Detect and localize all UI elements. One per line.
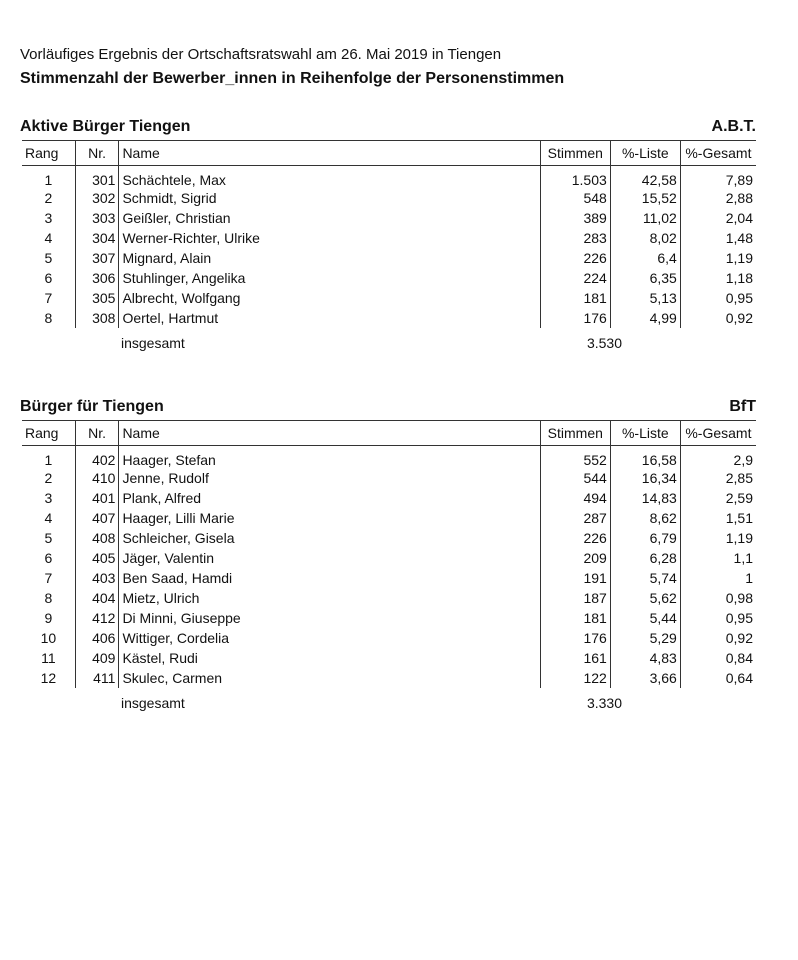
cell-pct-list: 15,52	[610, 188, 680, 208]
cell-rank: 10	[40, 630, 57, 646]
cell-votes: 181	[540, 288, 610, 308]
results-table	[22, 140, 756, 328]
cell-nr: 410	[75, 468, 119, 488]
column-header-name: Name	[119, 141, 540, 166]
table-row	[22, 248, 756, 268]
cell-nr: 411	[75, 668, 119, 688]
cell-rank: 11	[41, 650, 56, 666]
table-row	[22, 608, 756, 628]
table-header-row	[22, 421, 756, 446]
total-label: insgesamt	[121, 695, 185, 711]
cell-rank: 2	[44, 470, 53, 486]
cell-pct-list: 3,66	[610, 668, 680, 688]
cell-pct-total: 2,85	[680, 468, 756, 488]
cell-votes: 224	[540, 268, 610, 288]
total-value: 3.330	[586, 695, 622, 711]
cell-rank: 1	[44, 172, 53, 188]
cell-nr: 303	[75, 208, 119, 228]
cell-pct-list: 5,74	[610, 568, 680, 588]
table-row	[22, 588, 756, 608]
column-header-nr: Nr.	[75, 421, 119, 446]
cell-pct-list: 8,62	[610, 508, 680, 528]
table-row	[22, 308, 756, 328]
cell-rank: 4	[44, 510, 53, 526]
table-row	[22, 548, 756, 568]
table-header-row	[22, 141, 756, 166]
cell-votes: 209	[540, 548, 610, 568]
cell-nr: 409	[75, 648, 119, 668]
cell-name: Werner-Richter, Ulrike	[119, 228, 540, 248]
column-header-rank: Rang	[22, 141, 75, 166]
table-row	[22, 468, 756, 488]
party-name: Aktive Bürger Tiengen	[20, 118, 191, 135]
total-value: 3.530	[586, 335, 622, 351]
table-row	[22, 188, 756, 208]
party-name: Bürger für Tiengen	[20, 398, 164, 415]
cell-pct-total: 0,98	[680, 588, 756, 608]
cell-name: Jenne, Rudolf	[119, 468, 540, 488]
party-abbreviation: BfT	[729, 398, 756, 415]
cell-pct-total: 0,95	[680, 608, 756, 628]
cell-rank: 3	[44, 490, 53, 506]
cell-pct-total: 2,9	[680, 446, 756, 469]
cell-name: Jäger, Valentin	[119, 548, 540, 568]
cell-votes: 181	[540, 608, 610, 628]
cell-name: Mignard, Alain	[119, 248, 540, 268]
cell-votes: 122	[540, 668, 610, 688]
cell-votes: 287	[540, 508, 610, 528]
cell-rank: 2	[44, 190, 53, 206]
cell-rank: 4	[44, 230, 53, 246]
cell-name: Schmidt, Sigrid	[119, 188, 540, 208]
cell-nr: 412	[75, 608, 119, 628]
table-row	[22, 648, 756, 668]
cell-nr: 307	[75, 248, 119, 268]
section-header	[20, 118, 756, 140]
cell-pct-total: 1,51	[680, 508, 756, 528]
cell-votes: 187	[540, 588, 610, 608]
cell-votes: 226	[540, 528, 610, 548]
cell-rank: 5	[44, 530, 53, 546]
total-label: insgesamt	[121, 335, 185, 351]
cell-name: Skulec, Carmen	[119, 668, 540, 688]
cell-name: Stuhlinger, Angelika	[119, 268, 540, 288]
cell-name: Di Minni, Giuseppe	[119, 608, 540, 628]
cell-pct-total: 1	[680, 568, 756, 588]
cell-rank: 1	[44, 452, 53, 468]
document-subtitle: Stimmenzahl der Bewerber_innen in Reihenfolge der Personenstimmen	[20, 70, 565, 87]
cell-votes: 161	[540, 648, 610, 668]
cell-nr: 407	[75, 508, 119, 528]
cell-pct-list: 11,02	[610, 208, 680, 228]
cell-nr: 305	[75, 288, 119, 308]
cell-rank: 8	[44, 590, 53, 606]
cell-votes: 389	[540, 208, 610, 228]
cell-name: Kästel, Rudi	[119, 648, 540, 668]
cell-rank: 6	[44, 550, 53, 566]
total-row	[20, 328, 756, 356]
cell-name: Wittiger, Cordelia	[119, 628, 540, 648]
cell-name: Ben Saad, Hamdi	[119, 568, 540, 588]
cell-rank: 5	[44, 250, 53, 266]
column-header-pct-list: %-Liste	[610, 421, 680, 446]
cell-pct-list: 5,44	[610, 608, 680, 628]
cell-nr: 401	[75, 488, 119, 508]
cell-pct-list: 16,34	[610, 468, 680, 488]
cell-name: Schleicher, Gisela	[119, 528, 540, 548]
cell-rank: 7	[44, 290, 53, 306]
document-title: Vorläufiges Ergebnis der Ortschaftsratswahl am 26. Mai 2019 in Tiengen	[20, 46, 502, 63]
cell-pct-list: 6,28	[610, 548, 680, 568]
cell-votes: 494	[540, 488, 610, 508]
cell-nr: 302	[75, 188, 119, 208]
cell-rank: 8	[44, 310, 53, 326]
cell-name: Oertel, Hartmut	[119, 308, 540, 328]
cell-pct-list: 16,58	[610, 446, 680, 469]
cell-name: Plank, Alfred	[119, 488, 540, 508]
cell-rank: 7	[44, 570, 53, 586]
cell-nr: 304	[75, 228, 119, 248]
cell-pct-list: 6,35	[610, 268, 680, 288]
cell-nr: 403	[75, 568, 119, 588]
cell-pct-total: 1,48	[680, 228, 756, 248]
cell-pct-list: 6,79	[610, 528, 680, 548]
cell-nr: 404	[75, 588, 119, 608]
results-table	[22, 420, 756, 688]
cell-pct-list: 5,13	[610, 288, 680, 308]
cell-votes: 176	[540, 308, 610, 328]
cell-pct-total: 1,18	[680, 268, 756, 288]
table-row	[22, 446, 756, 469]
cell-pct-total: 2,04	[680, 208, 756, 228]
cell-nr: 408	[75, 528, 119, 548]
cell-nr: 301	[75, 166, 119, 189]
cell-pct-total: 2,59	[680, 488, 756, 508]
cell-nr: 306	[75, 268, 119, 288]
cell-rank: 12	[40, 670, 57, 686]
column-header-pct-list: %-Liste	[610, 141, 680, 166]
cell-nr: 308	[75, 308, 119, 328]
cell-name: Albrecht, Wolfgang	[119, 288, 540, 308]
table-row	[22, 528, 756, 548]
cell-name: Haager, Stefan	[119, 446, 540, 469]
cell-votes: 1.503	[540, 166, 610, 189]
cell-pct-total: 1,19	[680, 528, 756, 548]
table-row	[22, 288, 756, 308]
table-row	[22, 488, 756, 508]
cell-pct-total: 0,95	[680, 288, 756, 308]
table-row	[22, 628, 756, 648]
cell-votes: 176	[540, 628, 610, 648]
total-row	[20, 688, 756, 716]
cell-pct-total: 0,64	[680, 668, 756, 688]
cell-pct-total: 0,92	[680, 628, 756, 648]
cell-votes: 548	[540, 188, 610, 208]
cell-pct-list: 14,83	[610, 488, 680, 508]
cell-name: Mietz, Ulrich	[119, 588, 540, 608]
cell-nr: 402	[75, 446, 119, 469]
cell-pct-total: 1,19	[680, 248, 756, 268]
cell-pct-total: 0,92	[680, 308, 756, 328]
section-header	[20, 398, 756, 420]
table-row	[22, 228, 756, 248]
cell-name: Geißler, Christian	[119, 208, 540, 228]
cell-pct-list: 4,83	[610, 648, 680, 668]
section-bft	[20, 398, 756, 716]
cell-pct-list: 4,99	[610, 308, 680, 328]
cell-rank: 3	[44, 210, 53, 226]
table-row	[22, 668, 756, 688]
column-header-pct-total: %-Gesamt	[680, 141, 756, 166]
cell-votes: 226	[540, 248, 610, 268]
column-header-votes: Stimmen	[540, 421, 610, 446]
cell-pct-total: 2,88	[680, 188, 756, 208]
cell-nr: 406	[75, 628, 119, 648]
cell-pct-list: 5,62	[610, 588, 680, 608]
table-row	[22, 508, 756, 528]
cell-votes: 191	[540, 568, 610, 588]
cell-name: Haager, Lilli Marie	[119, 508, 540, 528]
table-row	[22, 568, 756, 588]
table-row	[22, 268, 756, 288]
cell-votes: 544	[540, 468, 610, 488]
party-abbreviation: A.B.T.	[711, 118, 756, 135]
column-header-name: Name	[119, 421, 540, 446]
column-header-pct-total: %-Gesamt	[680, 421, 756, 446]
cell-nr: 405	[75, 548, 119, 568]
cell-pct-total: 1,1	[680, 548, 756, 568]
table-row	[22, 166, 756, 189]
table-row	[22, 208, 756, 228]
cell-rank: 9	[44, 610, 53, 626]
cell-pct-list: 6,4	[610, 248, 680, 268]
column-header-nr: Nr.	[75, 141, 119, 166]
cell-pct-total: 7,89	[680, 166, 756, 189]
cell-rank: 6	[44, 270, 53, 286]
cell-votes: 552	[540, 446, 610, 469]
cell-name: Schächtele, Max	[119, 166, 540, 189]
cell-pct-list: 42,58	[610, 166, 680, 189]
section-abt	[20, 118, 756, 356]
cell-pct-list: 5,29	[610, 628, 680, 648]
column-header-rank: Rang	[22, 421, 75, 446]
column-header-votes: Stimmen	[540, 141, 610, 166]
cell-pct-list: 8,02	[610, 228, 680, 248]
cell-votes: 283	[540, 228, 610, 248]
cell-pct-total: 0,84	[680, 648, 756, 668]
